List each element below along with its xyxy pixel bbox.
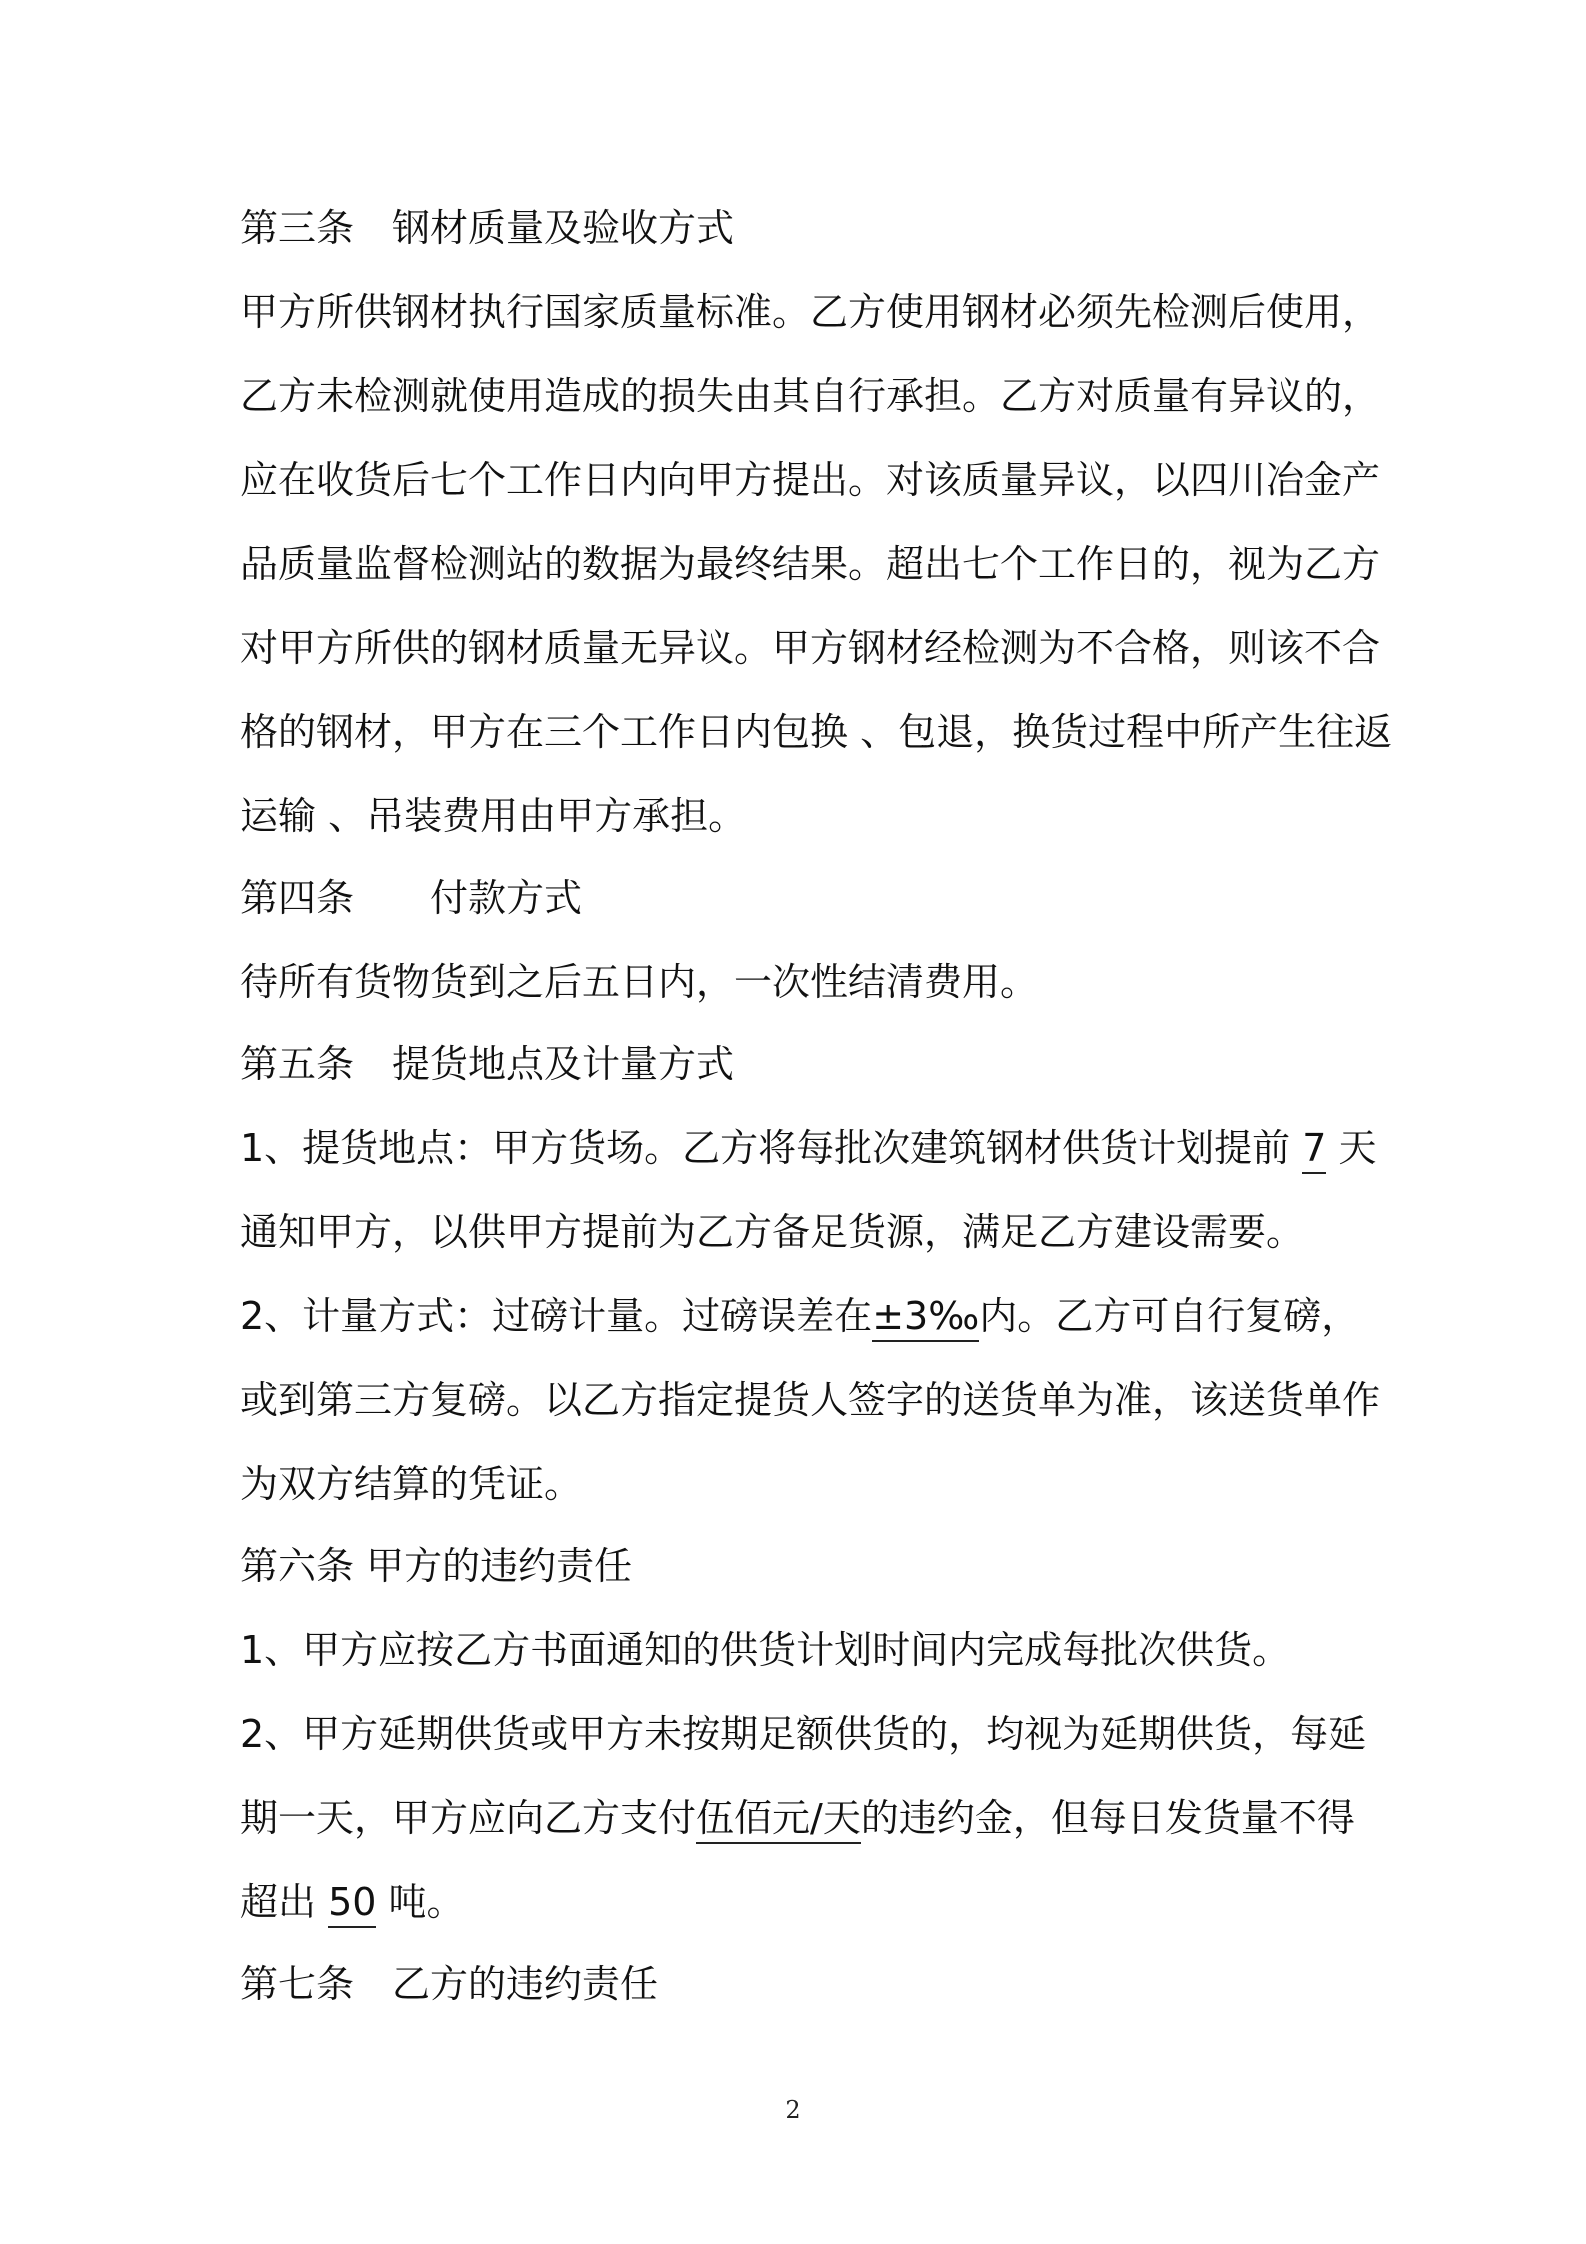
article-3-heading: 第三条 钢材质量及验收方式 xyxy=(240,206,735,250)
article-4-line-1: 待所有货物货到之后五日内，一次性结清费用。 xyxy=(240,960,1039,1004)
article-5-line-3-text-a: 2、计量方式：过磅计量。过磅误差在 xyxy=(240,1294,873,1338)
article-5-line-2: 通知甲方，以供甲方提前为乙方备足货源，满足乙方建设需要。 xyxy=(240,1210,1305,1254)
article-6-line-4-text-a: 超出 xyxy=(240,1880,329,1924)
article-3-line-2: 乙方未检测就使用造成的损失由其自行承担。乙方对质量有异议的， xyxy=(240,374,1381,418)
article-6-heading: 第六条 甲方的违约责任 xyxy=(240,1544,633,1588)
article-6-line-4-text-b: 吨。 xyxy=(376,1880,465,1924)
article-5-line-4: 或到第三方复磅。以乙方指定提货人签字的送货单为准，该送货单作 xyxy=(240,1378,1381,1422)
article-5-line-1-text-b: 天 xyxy=(1326,1126,1377,1170)
article-3-line-3: 应在收货后七个工作日内向甲方提出。对该质量异议，以四川冶金产 xyxy=(240,458,1381,502)
article-5-line-3-text-b: 内。乙方可自行复磅， xyxy=(979,1294,1360,1338)
article-3-line-4: 品质量监督检测站的数据为最终结果。超出七个工作日的，视为乙方 xyxy=(240,542,1381,586)
article-3-line-7: 运输 、吊装费用由甲方承担。 xyxy=(240,794,747,838)
article-5-line-1-text-a: 1、提货地点：甲方货场。乙方将每批次建筑钢材供货计划提前 xyxy=(240,1126,1303,1170)
penalty-fee-value: 伍佰元/天 xyxy=(696,1796,861,1844)
article-6-line-4 xyxy=(240,1878,1360,1926)
article-6-line-3-text-b: 的违约金，但每日发货量不得 xyxy=(860,1796,1355,1840)
article-3-line-5: 对甲方所供的钢材质量无异议。甲方钢材经检测为不合格，则该不合 xyxy=(240,626,1381,670)
article-5-line-1 xyxy=(240,1124,1377,1172)
article-6-line-3 xyxy=(240,1794,1360,1842)
daily-tonnage-limit-value: 50 xyxy=(328,1880,376,1928)
weighing-tolerance-value: ±3‰ xyxy=(872,1294,979,1342)
article-5-line-3 xyxy=(240,1292,1360,1340)
article-5-heading: 第五条 提货地点及计量方式 xyxy=(240,1042,735,1086)
article-3-line-6: 格的钢材，甲方在三个工作日内包换 、包退，换货过程中所产生往返 xyxy=(240,710,1393,754)
article-6-line-2: 2、甲方延期供货或甲方未按期足额供货的，均视为延期供货，每延 xyxy=(240,1712,1367,1756)
article-4-heading: 第四条 付款方式 xyxy=(240,876,583,920)
article-5-line-5: 为双方结算的凭证。 xyxy=(240,1462,583,1506)
article-7-heading: 第七条 乙方的违约责任 xyxy=(240,1962,659,2006)
page-number: 2 xyxy=(785,2096,801,2124)
article-6-line-1: 1、甲方应按乙方书面通知的供货计划时间内完成每批次供货。 xyxy=(240,1628,1291,1672)
article-6-line-3-text-a: 期一天，甲方应向乙方支付 xyxy=(240,1796,697,1840)
article-3-line-1: 甲方所供钢材执行国家质量标准。乙方使用钢材必须先检测后使用， xyxy=(240,290,1381,334)
advance-days-value: 7 xyxy=(1302,1126,1326,1174)
